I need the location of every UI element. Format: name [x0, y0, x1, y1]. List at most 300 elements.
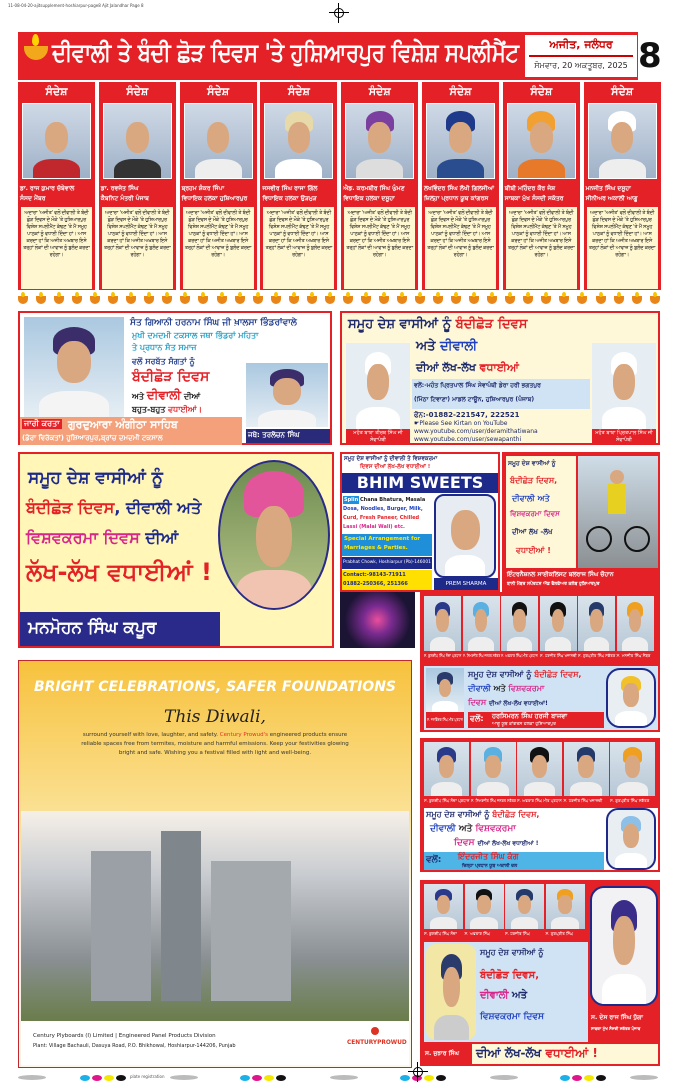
ad-text [348, 317, 527, 332]
ad-text [26, 528, 178, 548]
portrait-photo [103, 103, 172, 179]
menu-items: Chana Bhatura, Masala [360, 497, 426, 503]
sandesh-message: ਅਦਾਰਾ 'ਅਜੀਤ' ਵਲੋਂ ਦੀਵਾਲੀ ਤੇ ਬੰਦੀ ਛੋੜ ਦਿਵਸ ਦੇ ਮੌਕੇ 'ਤੇ ਹੁਸ਼ਿਆਰਪੁਰ ਵਿਸ਼ੇਸ਼ ਸਪਲੀਮੈਂਟ ਕੱਢਣ 'ਤੇ ਮੈਂ ਸਮੂਹ ਪਾਠਕਾਂ ਨੂੰ ਵਧਾਈ ਦਿੰਦਾ ਹਾਂ। ਆਸ ਕਰਦਾ ਹਾਂ ਕਿ ਅਜੀਤ ਅਖ਼ਬਾਰ ਇਸੇ ਤਰ੍ਹਾਂ ਲੋਕਾਂ ਦੀ ਆਵਾਜ਼ ਨੂੰ ਬੁਲੰਦ ਕਰਦਾ ਰਹੇਗਾ। [506, 207, 577, 289]
diya-icon [451, 296, 461, 304]
greeting-panel [506, 456, 576, 568]
diya-icon [235, 296, 245, 304]
diya-icon [343, 296, 353, 304]
page-title: ਦੀਵਾਲੀ ਤੇ ਬੰਦੀ ਛੋੜ ਦਿਵਸ 'ਤੇ ਹੁਸ਼ਿਆਰਪੁਰ ਵਿਸ਼ੇਸ਼ ਸਪਲੀਮੈਂਟ [52, 38, 519, 67]
issue-date: ਸੋਮਵਾਰ, 20 ਅਕਤੂਬਰ, 2025 [534, 61, 628, 70]
issuer-label: ਜਾਰੀ ਕਰਤਾ [24, 419, 60, 428]
ad-word: , ਦੀਵਾਲੀ ਅਤੇ [114, 498, 202, 517]
ad-word: ਵਿਸ਼ਵਕਰਮਾ [475, 824, 516, 834]
person-role: ਕੈਬਨਿਟ ਮੰਤਰੀ ਪੰਜਾਬ [100, 195, 149, 202]
brand-logo: CENTURYPROWUD [347, 1039, 407, 1046]
committee-photo [540, 596, 577, 651]
photo-caption: ਸ. ਮਨਜੀਤ ਸਿੰਘ ਮੈਂਬਰ [616, 653, 651, 658]
ad-text [426, 810, 539, 820]
ad-text: ਦੀਵਾਲੀ ਅਤੇ [512, 494, 550, 503]
diya-icon [162, 296, 172, 304]
photo-advertiser [606, 668, 656, 728]
sandesh-tab: ਸੰਦੇਸ਼ [368, 85, 391, 98]
ad-word: ਵਧਾਈਆਂ। [168, 405, 203, 414]
sandesh-message: ਅਦਾਰਾ 'ਅਜੀਤ' ਵਲੋਂ ਦੀਵਾਲੀ ਤੇ ਬੰਦੀ ਛੋੜ ਦਿਵਸ ਦੇ ਮੌਕੇ 'ਤੇ ਹੁਸ਼ਿਆਰਪੁਰ ਵਿਸ਼ੇਸ਼ ਸਪਲੀਮੈਂਟ ਕੱਢਣ 'ਤੇ ਮੈਂ ਸਮੂਹ ਪਾਠਕਾਂ ਨੂੰ ਵਧਾਈ ਦਿੰਦਾ ਹਾਂ। ਆਸ ਕਰਦਾ ਹਾਂ ਕਿ ਅਜੀਤ ਅਖ਼ਬਾਰ ਇਸੇ ਤਰ੍ਹਾਂ ਲੋਕਾਂ ਦੀ ਆਵਾਜ਼ ਨੂੰ ਬੁਲੰਦ ਕਰਦਾ ਰਹੇਗਾ। [425, 207, 496, 289]
photo-caption: ਸ. ਹਰਜੀਤ ਸਿੰਘ ਖਜ਼ਾਨਚੀ [539, 653, 577, 658]
photo-prem-sharma [434, 494, 496, 578]
diya-icon [24, 46, 48, 60]
photo-caption: ਸ. ਗੁਰਪ੍ਰੀਤ ਸਿੰਘ ਸਕੱਤਰ [578, 653, 616, 658]
press-gray-bar [490, 1075, 518, 1080]
committee-photo [505, 884, 544, 929]
committee-photo [546, 884, 585, 929]
committee-photo [564, 742, 609, 796]
ad-word: ਵਿਸ਼ਵਕਰਮਾ [508, 684, 545, 693]
ad-text: ਬੰਦੀਛੋੜ ਦਿਵਸ, [480, 970, 540, 981]
ad-word: ਦੀਆਂ ਲੱਖ-ਲੱਖ [416, 361, 476, 374]
ad-subheadline: This Diwali, [164, 707, 266, 727]
ad-manmohan-singh-kapoor [18, 452, 334, 648]
phone-number: 01882-250366, 251366 [343, 581, 408, 587]
person-name: ਸ. ਜੁਝਾਰ ਸਿੰਘ [425, 1050, 459, 1057]
ad-word: ਦੀਆਂ [145, 528, 179, 547]
advertiser-name: ਇੰਟਰਨੈਸ਼ਨਲ ਸਾਈਕਲਿਸਟ ਬਲਰਾਜ ਸਿੰਘ ਚੌਹਾਨ [507, 571, 614, 578]
photo-caption: ਸ. ਕੁਲਦੀਪ ਸਿੰਘ ਨੰਦਾ [424, 931, 457, 936]
address-band [342, 557, 432, 569]
ad-word: ਦੀਵਾਲੀ [480, 990, 509, 1001]
ad-word: ਸਮੂਹ ਦੇਸ਼ ਵਾਸੀਆਂ ਨੂੰ [348, 317, 452, 332]
ad-word: ਬੰਦੀਛੋੜ ਦਿਵਸ [455, 317, 528, 332]
ad-bhim-sweets [340, 452, 500, 592]
sandesh-column [584, 82, 661, 290]
sandesh-message: ਅਦਾਰਾ 'ਅਜੀਤ' ਵਲੋਂ ਦੀਵਾਲੀ ਤੇ ਬੰਦੀ ਛੋੜ ਦਿਵਸ ਦੇ ਮੌਕੇ 'ਤੇ ਹੁਸ਼ਿਆਰਪੁਰ ਵਿਸ਼ੇਸ਼ ਸਪਲੀਮੈਂਟ ਕੱਢਣ 'ਤੇ ਮੈਂ ਸਮੂਹ ਪਾਠਕਾਂ ਨੂੰ ਵਧਾਈ ਦਿੰਦਾ ਹਾਂ। ਆਸ ਕਰਦਾ ਹਾਂ ਕਿ ਅਜੀਤ ਅਖ਼ਬਾਰ ਇਸੇ ਤਰ੍ਹਾਂ ਲੋਕਾਂ ਦੀ ਆਵਾਜ਼ ਨੂੰ ਬੁਲੰਦ ਕਰਦਾ ਰਹੇਗਾ। [344, 207, 415, 289]
photo-cyclist [578, 456, 658, 568]
diya-icon [126, 296, 136, 304]
person-caption [422, 181, 499, 207]
diya-icon [433, 296, 443, 304]
from-line: ਵਲੋਂ:-ਮਹੰਤ ਪ੍ਰਿਤਪਾਲ ਸਿੰਘ ਸੇਵਾਪੰਥੀ ਡੇਰਾ ਹਰੀ ਭਗਤਪੁਰ [414, 382, 541, 389]
advertiser-band [20, 612, 220, 646]
ad-brand: Century Prowud's [219, 732, 268, 738]
committee-photo [424, 742, 469, 796]
diya-icon [523, 296, 533, 304]
greeting-panel [424, 942, 588, 1042]
cmyk-swatch [80, 1075, 126, 1081]
ad-word: ਅਤੇ [132, 392, 144, 401]
diya-icon [54, 296, 64, 304]
photo-caption: ਮਹੰਤ ਬਾਬਾ ਪ੍ਰਿਤਪਾਲ ਸਿੰਘ ਜੀ ਸੇਵਾਪੰਥੀ [592, 429, 656, 445]
ad-text: ਤੇ ਪ੍ਰਧਾਨ ਸੰਤ ਸਮਾਜ [132, 343, 197, 352]
person-role: ਸੰਸਦ ਮੈਂਬਰ [20, 195, 46, 202]
ad-sant-harnam-singh [18, 311, 332, 445]
ad-text: ਵਧਾਈਆਂ ! [516, 546, 551, 555]
from-label: ਵਲੋਂ: [470, 714, 484, 723]
sandesh-tab: ਸੰਦੇਸ਼ [530, 85, 553, 98]
portrait-photo [426, 103, 495, 179]
ad-word: ਬੰਦੀਛੋੜ ਦਿਵਸ, [534, 670, 582, 679]
photo-advertiser [606, 808, 656, 870]
badge: Splin [344, 497, 359, 503]
ad-text [468, 684, 544, 694]
person-role: ਵਿਧਾਇਕ ਹਲਕਾ ਦਸੂਹਾ [343, 195, 395, 202]
ad-text [476, 1046, 598, 1061]
portrait-photo [184, 103, 253, 179]
diya-icon [614, 296, 624, 304]
photo-caption: ਸ. ਕੁਲਦੀਪ ਸਿੰਘ ਨੰਦਾ ਪ੍ਰਧਾਨ [424, 653, 462, 658]
diya-icon [108, 296, 118, 304]
diya-icon [596, 296, 606, 304]
diya-icon [541, 296, 551, 304]
ad-text [416, 339, 477, 354]
sandesh-message: ਅਦਾਰਾ 'ਅਜੀਤ' ਵਲੋਂ ਦੀਵਾਲੀ ਤੇ ਬੰਦੀ ਛੋੜ ਦਿਵਸ ਦੇ ਮੌਕੇ 'ਤੇ ਹੁਸ਼ਿਆਰਪੁਰ ਵਿਸ਼ੇਸ਼ ਸਪਲੀਮੈਂਟ ਕੱਢਣ 'ਤੇ ਮੈਂ ਸਮੂਹ ਪਾਠਕਾਂ ਨੂੰ ਵਧਾਈ ਦਿੰਦਾ ਹਾਂ। ਆਸ ਕਰਦਾ ਹਾਂ ਕਿ ਅਜੀਤ ਅਖ਼ਬਾਰ ਇਸੇ ਤਰ੍ਹਾਂ ਲੋਕਾਂ ਦੀ ਆਵਾਜ਼ ਨੂੰ ਬੁਲੰਦ ਕਰਦਾ ਰਹੇਗਾ। [587, 207, 658, 289]
ad-text: ਸਮੂਹ ਦੇਸ਼ ਵਾਸੀਆਂ ਨੂੰ [508, 460, 556, 467]
diya-icon [180, 296, 190, 304]
newspaper-name: ਅਜੀਤ, ਜਲੰਧਰ [549, 38, 613, 51]
diya-icon [415, 296, 425, 304]
portrait-photo [507, 103, 576, 179]
ad-word: ਦੀਵਾਲੀ [146, 388, 182, 402]
committee-photo [424, 884, 463, 929]
committee-photo [424, 596, 461, 651]
ad-word: ਦੀਆਂ [183, 392, 201, 401]
person-caption [341, 181, 418, 207]
press-gray-bar [18, 1075, 46, 1080]
person-caption [99, 181, 176, 207]
portrait-photo [345, 103, 414, 179]
ad-text [132, 405, 202, 415]
person-role: ਜ਼ਿਲ੍ਹਾ ਪ੍ਰਧਾਨ ਯੂਥ ਕਾਂਗਰਸ [424, 195, 489, 202]
photo-kapoor [218, 460, 330, 610]
ad-word: ਵਿਸ਼ਵਕਰਮਾ ਦਿਵਸ [26, 528, 140, 547]
person-role: ਵਿਧਾਇਕ ਹਲਕਾ ਉੜਮੁੜ [262, 195, 317, 202]
closing-band [424, 1044, 658, 1064]
flame-icon [32, 34, 39, 46]
page-header [18, 32, 660, 80]
sandesh-column [180, 82, 257, 290]
ad-word: ਵਧਾਈਆਂ ! [545, 1046, 598, 1060]
ad-text: ਮੁਖੀ ਦਮਦਮੀ ਟਕਸਾਲ ਜਥਾ ਭਿੰਡਰਾਂ ਮਹਿਤਾ [132, 331, 259, 340]
diya-icon [469, 296, 479, 304]
ad-text [430, 824, 516, 834]
person-role: ਵਿਧਾਇਕ ਹਲਕਾ ਹੁਸ਼ਿਆਰਪੁਰ [181, 195, 248, 202]
ad-text: ਸਮੂਹ ਦੇਸ਼ ਵਾਸੀਆਂ ਨੂੰ [480, 948, 544, 957]
portrait-photo [264, 103, 333, 179]
ad-text: ਵਿਸ਼ਵਕਰਮਾ ਦਿਵਸ [480, 1012, 544, 1022]
person-caption [18, 181, 95, 207]
ad-dera-mitha-tiwana [340, 311, 660, 445]
person-caption [180, 181, 257, 207]
menu-items: Dosa, Noodles, Burger, Milk, [343, 506, 423, 512]
ad-word: ਦੀਆਂ ਲੱਖ-ਲੱਖ [476, 1046, 542, 1060]
diya-icon [505, 296, 515, 304]
photo-caption-band [426, 712, 464, 728]
diya-icon [217, 296, 227, 304]
ad-word: ਅਤੇ [458, 824, 473, 834]
ad-text [468, 698, 548, 708]
ad-word: ਦੀਵਾਲੀ [430, 824, 456, 834]
sandesh-column [18, 82, 95, 290]
photo-caption: ਸ. ਅਵਤਾਰ ਸਿੰਘ ਮੀਤ ਪ੍ਰਧਾਨ [501, 653, 538, 658]
press-gray-bar [170, 1075, 198, 1080]
portrait-photo [588, 103, 657, 179]
ad-headline: BRIGHT CELEBRATIONS, SAFER FOUNDATIONS [33, 679, 397, 695]
advertiser-name: ਸ. ਦੇਸ ਰਾਜ ਸਿੰਘ ਧੁੱਗਾ [591, 1014, 644, 1021]
greeting-panel [424, 808, 658, 870]
committee-photo [501, 596, 538, 651]
photo-caption: ਸ. ਅਵਤਾਰ ਸਿੰਘ ਮੀਤ ਪ੍ਰਧਾਨ [517, 798, 562, 803]
cmyk-swatch [560, 1075, 606, 1081]
person-name: ਜਸਵੀਰ ਸਿੰਘ ਰਾਜਾ ਗਿੱਲ [262, 185, 318, 192]
sandesh-message: ਅਦਾਰਾ 'ਅਜੀਤ' ਵਲੋਂ ਦੀਵਾਲੀ ਤੇ ਬੰਦੀ ਛੋੜ ਦਿਵਸ ਦੇ ਮੌਕੇ 'ਤੇ ਹੁਸ਼ਿਆਰਪੁਰ ਵਿਸ਼ੇਸ਼ ਸਪਲੀਮੈਂਟ ਕੱਢਣ 'ਤੇ ਮੈਂ ਸਮੂਹ ਪਾਠਕਾਂ ਨੂੰ ਵਧਾਈ ਦਿੰਦਾ ਹਾਂ। ਆਸ ਕਰਦਾ ਹਾਂ ਕਿ ਅਜੀਤ ਅਖ਼ਬਾਰ ਇਸੇ ਤਰ੍ਹਾਂ ਲੋਕਾਂ ਦੀ ਆਵਾਜ਼ ਨੂੰ ਬੁਲੰਦ ਕਰਦਾ ਰਹੇਗਾ। [263, 207, 334, 289]
divider [529, 55, 633, 57]
advertiser-caption [590, 1010, 658, 1042]
ad-word: ਦਿਵਸ [454, 838, 475, 848]
address: Prabhat Chowk, Hoshiarpur (Pb)-146001 [343, 560, 431, 565]
person-caption [584, 181, 661, 207]
press-label: plate registration [130, 1074, 165, 1079]
ad-text: ਸਮੂਹ ਦੇਸ਼ ਵਾਸੀਆਂ ਨੂੰ [28, 468, 163, 488]
sandesh-message: ਅਦਾਰਾ 'ਅਜੀਤ' ਵਲੋਂ ਦੀਵਾਲੀ ਤੇ ਬੰਦੀ ਛੋੜ ਦਿਵਸ ਦੇ ਮੌਕੇ 'ਤੇ ਹੁਸ਼ਿਆਰਪੁਰ ਵਿਸ਼ੇਸ਼ ਸਪਲੀਮੈਂਟ ਕੱਢਣ 'ਤੇ ਮੈਂ ਸਮੂਹ ਪਾਠਕਾਂ ਨੂੰ ਵਧਾਈ ਦਿੰਦਾ ਹਾਂ। ਆਸ ਕਰਦਾ ਹਾਂ ਕਿ ਅਜੀਤ ਅਖ਼ਬਾਰ ਇਸੇ ਤਰ੍ਹਾਂ ਲੋਕਾਂ ਦੀ ਆਵਾਜ਼ ਨੂੰ ਬੁਲੰਦ ਕਰਦਾ ਰਹੇਗਾ। [183, 207, 254, 289]
brand-name: BHIM SWEETS [342, 473, 498, 493]
jathedar-band [246, 429, 330, 443]
person-name: ਡਾ. ਰਵਜੋਤ ਸਿੰਘ [100, 185, 139, 192]
ad-text: reliable spaces free from termites, moisture and harmful emissions. Keep your festivities glowing bright [81, 741, 349, 756]
special-band [342, 534, 432, 556]
sandesh-tab: ਸੰਦੇਸ਼ [207, 85, 230, 98]
ad-word: ਬੰਦੀਛੋੜ ਦਿਵਸ [26, 498, 115, 517]
ad-text: engineered products ensure [269, 732, 348, 738]
youtube-link[interactable]: www.youtube.com/user/deramithatiwana [414, 428, 538, 435]
masthead-box [525, 35, 637, 77]
ad-inderjit-kang [420, 738, 660, 872]
sandesh-tab: ਸੰਦੇਸ਼ [611, 85, 634, 98]
committee-photo [578, 596, 615, 651]
ad-word: ਅਤੇ [493, 684, 506, 693]
ad-footer [21, 1021, 409, 1065]
from-name: ਹਰਸਿਮਰਨ ਸਿੰਘ ਹਰਜੀ ਬਾਜਵਾ [492, 712, 568, 720]
diya-icon [289, 296, 299, 304]
photo-left [426, 668, 464, 712]
committee-photo [471, 742, 516, 796]
from-title: ਜ਼ਿਲ੍ਹਾ ਪ੍ਰਧਾਨ ਯੂਥ ਅਕਾਲੀ ਦਲ [462, 864, 518, 869]
ad-body [79, 731, 351, 758]
from-label: ਵਲੋਂ: [426, 855, 442, 865]
diya-icon [397, 296, 407, 304]
ad-text: Marriages & Parties. [344, 545, 408, 551]
ad-century-prowud [18, 660, 412, 1068]
diya-icon [72, 296, 82, 304]
photo-caption: ਸ. ਅਵਤਾਰ ਸਿੰਘ [464, 931, 491, 936]
sandesh-column [99, 82, 176, 290]
sandesh-message: ਅਦਾਰਾ 'ਅਜੀਤ' ਵਲੋਂ ਦੀਵਾਲੀ ਤੇ ਬੰਦੀ ਛੋੜ ਦਿਵਸ ਦੇ ਮੌਕੇ 'ਤੇ ਹੁਸ਼ਿਆਰਪੁਰ ਵਿਸ਼ੇਸ਼ ਸਪਲੀਮੈਂਟ ਕੱਢਣ 'ਤੇ ਮੈਂ ਸਮੂਹ ਪਾਠਕਾਂ ਨੂੰ ਵਧਾਈ ਦਿੰਦਾ ਹਾਂ। ਆਸ ਕਰਦਾ ਹਾਂ ਕਿ ਅਜੀਤ ਅਖ਼ਬਾਰ ਇਸੇ ਤਰ੍ਹਾਂ ਲੋਕਾਂ ਦੀ ਆਵਾਜ਼ ਨੂੰ ਬੁਲੰਦ ਕਰਦਾ ਰਹੇਗਾ। [102, 207, 173, 289]
from-line: (ਮਿੱਠਾ ਟਿਵਾਣਾ) ਮਾਡਲ ਟਾਊਨ, ਹੁਸ਼ਿਆਰਪੁਰ (ਪੰਜਾਬ) [414, 396, 535, 403]
press-gray-bar [630, 1075, 658, 1080]
photo-caption: ਸ. ਗੁਰਪ੍ਰੀਤ ਸਿੰਘ [545, 931, 573, 936]
photo-caption: ਸ. ਸਿਮਰਜੀਤ ਸਿੰਘ ਜਨਰਲ ਸਕੱਤਰ [462, 653, 500, 658]
committee-photo [517, 742, 562, 796]
ad-word: ਦੀਵਾਲੀ [468, 684, 491, 693]
from-name: ਇੰਦਰਜੀਤ ਸਿੰਘ ਕੰਗ [458, 852, 519, 861]
ad-word: ਸਮੂਹ ਦੇਸ਼ ਵਾਸੀਆਂ ਨੂੰ [426, 810, 490, 819]
ad-harjit-bajwa [420, 592, 660, 732]
diya-icon [144, 296, 154, 304]
bicycle-wheel-icon [624, 526, 650, 552]
photo-caption: ਸ. ਸਿਮਰਜੀਤ ਸਿੰਘ ਜਨਰਲ ਸਕੱਤਰ [470, 798, 516, 803]
bicycle-wheel-icon [586, 526, 612, 552]
ad-text: surround yourself with love, laughter, and safety. [82, 732, 219, 738]
issuer-name: ਗੁਰਦੁਆਰਾ ਅੰਗੀਠਾ ਸਾਹਿਬ [68, 418, 178, 431]
photo-mahant-right [592, 343, 656, 429]
person-caption [503, 181, 580, 207]
photo-jathedar [246, 363, 328, 427]
sandesh-column [341, 82, 418, 290]
registration-mark-icon [329, 3, 349, 23]
diya-icon [632, 296, 642, 304]
ad-word: ਦੀਆਂ ਲੱਖ-ਲੱਖ ਵਧਾਈਆਂ ! [477, 840, 539, 847]
person-name: ਡਾ. ਰਾਜ ਕੁਮਾਰ ਚੱਬੇਵਾਲ [20, 185, 75, 192]
ad-word: ਸਮੂਹ ਦੇਸ਼ ਵਾਸੀਆਂ ਨੂੰ [468, 670, 532, 679]
diya-icon [18, 296, 28, 304]
diya-icon [487, 296, 497, 304]
ad-word: ਬਹੁਤ-ਬਹੁਤ [132, 405, 166, 414]
ad-text [132, 388, 200, 403]
from-band [468, 712, 604, 728]
ad-text: ਵਿਸ਼ਵਕਰਮਾ ਦਿਵਸ [510, 510, 560, 518]
ad-text [468, 670, 581, 680]
advertiser-title: ਬਾਨੀ ਮੈਂਬਰ ਸਪੋਰਟਸ ਐਂਡ ਵੈੱਲਫੇਅਰ ਕਲੱਬ ਹੁਸ਼ਿਆਰਪੁਰ [507, 582, 600, 587]
ad-word: ਦੀਆਂ ਲੱਖ-ਲੱਖ ਵਧਾਈਆਂ! [489, 700, 548, 707]
phone-number: Contact:-98143-71911 [343, 572, 406, 578]
page-number: 8 [638, 32, 660, 80]
greeting-panel [424, 666, 658, 730]
photo-caption: ਸ. ਹਰਜੀਤ ਸਿੰਘ [505, 931, 530, 936]
ad-word: ਦੀਵਾਲੀ [440, 339, 478, 354]
diya-icon [271, 296, 281, 304]
ad-text: ਬੰਦੀਛੋੜ ਦਿਵਸ [132, 369, 210, 385]
from-band [412, 379, 590, 409]
ad-text: ਬੰਦੀਛੋੜ ਦਿਵਸ, [510, 476, 558, 485]
diwali-diya-image [340, 592, 415, 648]
diya-icon [379, 296, 389, 304]
person-caption [260, 181, 337, 207]
ad-word: ਵਧਾਈਆਂ [479, 361, 519, 374]
diya-icon [325, 296, 335, 304]
ad-word: ਅਤੇ [416, 339, 436, 354]
person-name: ਮਨਜੀਤ ਸਿੰਘ ਦਸੂਹਾ [585, 185, 631, 192]
sandesh-tab: ਸੰਦੇਸ਼ [449, 85, 472, 98]
contact-band [342, 570, 432, 590]
photo-caption: ਸ. ਜਸਵਿੰਦਰ ਸਿੰਘ ਮੀਤ ਪ੍ਰਧਾਨ [427, 717, 463, 722]
portrait-photo [22, 103, 91, 179]
company-name: Century Plyboards (I) Limited | Engineered Panel Products Division [33, 1033, 216, 1039]
diya-icon [577, 296, 587, 304]
person-name: ਐਡ. ਕਰਮਬੀਰ ਸਿੰਘ ਘੁੰਮਣ [343, 185, 405, 192]
jathedar-caption: ਜਥੇ: ਤਰਲੋਚਨ ਸਿੰਘ [248, 431, 300, 439]
press-gray-bar [330, 1075, 358, 1080]
committee-photo [465, 884, 504, 929]
person-name: ਬ੍ਰਹਮ ਸ਼ੰਕਰ ਜਿੰਪਾ [181, 185, 225, 192]
ad-text: ਵਲੋਂ ਸਰਬੱਤ ਸੰਗਤਾਂ ਨੂੰ [132, 357, 195, 366]
photo-caption: ਸ. ਗੁਰਪ੍ਰੀਤ ਸਿੰਘ ਸਕੱਤਰ [610, 798, 650, 803]
ad-text: ਦਿਵਸ ਦੀਆਂ ਲੱਖ-ਲੱਖ ਵਧਾਈਆਂ ! [360, 464, 431, 470]
registration-mark-icon [408, 1062, 428, 1082]
diya-icon [361, 296, 371, 304]
sandesh-message: ਅਦਾਰਾ 'ਅਜੀਤ' ਵਲੋਂ ਦੀਵਾਲੀ ਤੇ ਬੰਦੀ ਛੋੜ ਦਿਵਸ ਦੇ ਮੌਕੇ 'ਤੇ ਹੁਸ਼ਿਆਰਪੁਰ ਵਿਸ਼ੇਸ਼ ਸਪਲੀਮੈਂਟ ਕੱਢਣ 'ਤੇ ਮੈਂ ਸਮੂਹ ਪਾਠਕਾਂ ਨੂੰ ਵਧਾਈ ਦਿੰਦਾ ਹਾਂ। ਆਸ ਕਰਦਾ ਹਾਂ ਕਿ ਅਜੀਤ ਅਖ਼ਬਾਰ ਇਸੇ ਤਰ੍ਹਾਂ ਲੋਕਾਂ ਦੀ ਆਵਾਜ਼ ਨੂੰ ਬੁਲੰਦ ਕਰਦਾ ਰਹੇਗਾ। [21, 207, 92, 289]
photo-caption: ਸ. ਹਰਜੀਤ ਸਿੰਘ ਖਜ਼ਾਨਚੀ [563, 798, 603, 803]
diya-icon [253, 296, 263, 304]
ad-des-raj-dhugga [420, 880, 660, 1066]
ad-text: ਦੀਆਂ ਲੱਖ -ਲੱਖ [512, 528, 553, 536]
print-slug: 11-08-04-20-ajitsupplement-hoshiarpur-page8 Ajit Jalandhar Page 8 [8, 3, 144, 8]
person-name: PREM SHARMA [434, 578, 498, 590]
from-band [424, 852, 604, 870]
photo-advertiser [590, 886, 658, 1006]
committee-photo [617, 596, 654, 651]
from-title: ਆਗੂ ਯੂਥ ਕਾਂਗਰਸ ਹਲਕਾ ਹੁਸ਼ਿਆਰਪੁਰ [492, 722, 556, 727]
diya-border [18, 293, 660, 305]
diya-icon [650, 296, 660, 304]
sandesh-column [503, 82, 580, 290]
sandesh-tab: ਸੰਦੇਸ਼ [45, 85, 68, 98]
sandesh-column [422, 82, 499, 290]
ad-cyclist-balraj-singh [502, 452, 660, 592]
issuer-band [20, 417, 242, 445]
ad-word: ਦਿਵਸ [468, 698, 487, 707]
ad-text [26, 498, 201, 518]
youtube-note: ☛Please See Kirtan on YouTube [414, 420, 508, 427]
person-name-band [424, 1044, 472, 1064]
photo-caption: ਸ. ਕੁਲਦੀਪ ਸਿੰਘ ਨੰਦਾ ਪ੍ਰਧਾਨ [424, 798, 470, 803]
photo-left [426, 944, 476, 1040]
committee-photo [463, 596, 500, 651]
ad-text [416, 361, 519, 375]
diya-icon [36, 296, 46, 304]
sandesh-tab: ਸੰਦੇਸ਼ [126, 85, 149, 98]
ad-text: Special Arrangement for [344, 536, 421, 542]
ad-text [480, 990, 527, 1001]
diya-icon [90, 296, 100, 304]
youtube-link[interactable]: www.youtube.com/user/sewapanthi [414, 436, 522, 443]
century-logo-icon [371, 1027, 379, 1035]
diya-icon [198, 296, 208, 304]
photo-mahant-left [346, 343, 410, 429]
cmyk-swatch [240, 1075, 286, 1081]
advertiser-name: ਮਨਮੋਹਨ ਸਿੰਘ ਕਪੂਰ [28, 618, 157, 638]
ad-word: ਬੰਦੀਛੋੜ ਦਿਵਸ, [492, 810, 540, 819]
ad-text: ਸੰਤ ਗਿਆਨੀ ਹਰਨਾਮ ਸਿੰਘ ਜੀ ਖ਼ਾਲਸਾ ਭਿੰਡਰਾਂਵਾਲੇ [130, 318, 297, 328]
photo-caption: ਮਹੰਤ ਬਾਬਾ ਤੀਰਥ ਸਿੰਘ ਜੀ ਸੇਵਾਪੰਥੀ [346, 429, 410, 445]
advertiser-title: ਸਾਬਕਾ ਮੁੱਖ ਸੰਸਦੀ ਸਕੱਤਰ ਪੰਜਾਬ [591, 1026, 641, 1031]
diya-icon [559, 296, 569, 304]
ad-word: ਅਤੇ [512, 990, 528, 1001]
phone-number: ਫੋਨ:-01882-221547, 222521 [414, 411, 520, 419]
sandesh-tab: ਸੰਦੇਸ਼ [287, 85, 310, 98]
sandesh-column [260, 82, 337, 290]
ad-text: ਸਮੂਹ ਦੇਸ਼ ਵਾਸੀਆਂ ਨੂੰ ਦੀਵਾਲੀ ਤੇ ਵਿਸ਼ਵਕਰਮਾ [344, 456, 438, 462]
menu-items: Lassi (Malai Wali) etc. [343, 524, 405, 530]
committee-photo [610, 742, 655, 796]
person-name: ਲਖਵਿੰਦਰ ਸਿੰਘ ਲੱਖੀ ਗਿਲਜੀਆਂ [424, 185, 494, 192]
factory-photo [21, 811, 409, 1021]
person-name: ਬੀਬੀ ਮਹਿੰਦਰ ਕੌਰ ਜੋਸ਼ [504, 185, 556, 192]
person-role: ਸਾਬਕਾ ਮੁੱਖ ਸੰਸਦੀ ਸਕੱਤਰ [504, 195, 564, 202]
person-role: ਸੀਨੀਅਰ ਅਕਾਲੀ ਆਗੂ [585, 195, 638, 202]
ad-text [454, 838, 539, 848]
ad-text: ਲੱਖ-ਲੱਖ ਵਧਾਈਆਂ ! [26, 558, 212, 586]
company-address: Plant: Village Bachauli, Dasuya Road, P.O. Bhikhowal, Hoshiarpur-144206, Punjab [33, 1043, 236, 1049]
photo-sant [24, 317, 124, 417]
diya-icon [307, 296, 317, 304]
menu-items: Curd, Fresh Paneer, Chilled [343, 515, 420, 521]
